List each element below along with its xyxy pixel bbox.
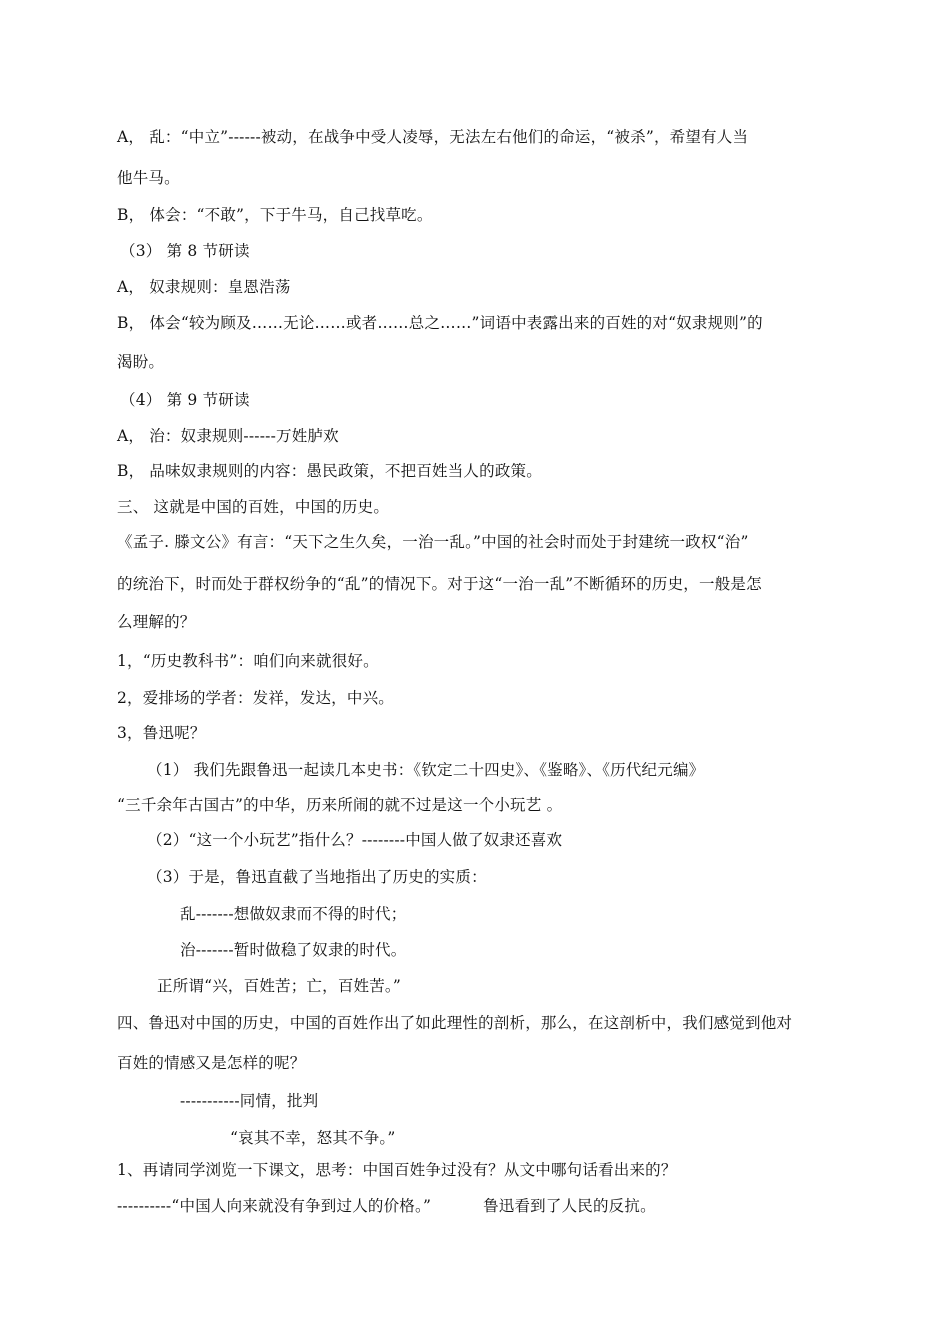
text-line: 的统治下，时而处于群权纷争的“乱”的情况下。对于这“一治一乱”不断循环的历史，一般是怎	[117, 575, 762, 593]
text-line	[117, 1196, 656, 1216]
text-line: A， 治：奴隶规则------万姓胪欢	[117, 427, 339, 445]
quote-segment: ----------“中国人向来就没有争到过人的价格。”	[117, 1197, 432, 1215]
quote-line: “哀其不幸，怒其不争。”	[230, 1129, 396, 1147]
note-segment: 鲁迅看到了人民的反抗。	[483, 1197, 656, 1215]
text-line: 百姓的情感又是怎样的呢？	[117, 1054, 306, 1072]
list-item: 3，鲁迅呢？	[117, 724, 206, 742]
text-line: -----------同情，批判	[180, 1092, 319, 1110]
list-item: （3）于是，鲁迅直截了当地指出了历史的实质：	[147, 868, 487, 886]
text-line: 渴盼。	[117, 353, 165, 371]
list-item: 2，爱排场的学者：发祥，发达，中兴。	[117, 689, 394, 707]
text-line: 治-------暂时做稳了奴隶的时代。	[180, 941, 407, 959]
text-line: 正所谓“兴，百姓苦；亡，百姓苦。”	[157, 977, 401, 995]
text-line: B， 体会：“不敢”，下于牛马，自己找草吃。	[117, 206, 433, 224]
section-heading: 三、 这就是中国的百姓，中国的历史。	[117, 498, 390, 516]
list-item: 1，“历史教科书”：咱们向来就很好。	[117, 652, 379, 670]
text-line: 乱-------想做奴隶而不得的时代；	[180, 905, 407, 923]
list-item: （2）“这一个小玩艺”指什么？--------中国人做了奴隶还喜欢	[147, 831, 563, 849]
section-heading: （4） 第 9 节研读	[120, 391, 250, 409]
text-line: 《孟子. 滕文公》有言：“天下之生久矣，一治一乱。”中国的社会时而处于封建统一政权“治”	[117, 533, 749, 551]
list-item: 1、再请同学浏览一下课文，思考：中国百姓争过没有？从文中哪句话看出来的？	[117, 1161, 677, 1179]
text-line: B， 品味奴隶规则的内容：愚民政策，不把百姓当人的政策。	[117, 462, 542, 480]
text-line: A， 乱：“中立”------被动，在战争中受人凌辱，无法左右他们的命运，“被杀”，希望有人当	[117, 128, 749, 146]
text-line: 么理解的？	[117, 613, 196, 631]
list-item: （1） 我们先跟鲁迅一起读几本史书：《钦定二十四史》、《鉴略》、《历代纪元编》	[147, 761, 705, 779]
section-heading: 四、鲁迅对中国的历史，中国的百姓作出了如此理性的剖析，那么，在这剖析中，我们感觉到他对	[117, 1014, 793, 1032]
text-line: 他牛马。	[117, 169, 180, 187]
text-line: “三千余年古国古”的中华，历来所闹的就不过是这一个小玩艺 。	[117, 796, 563, 814]
section-heading: （3） 第 8 节研读	[120, 242, 250, 260]
text-line: B， 体会“较为顾及……无论……或者……总之……”词语中表露出来的百姓的对“奴隶规则”的	[117, 314, 763, 332]
text-line: A， 奴隶规则：皇恩浩荡	[117, 278, 291, 296]
